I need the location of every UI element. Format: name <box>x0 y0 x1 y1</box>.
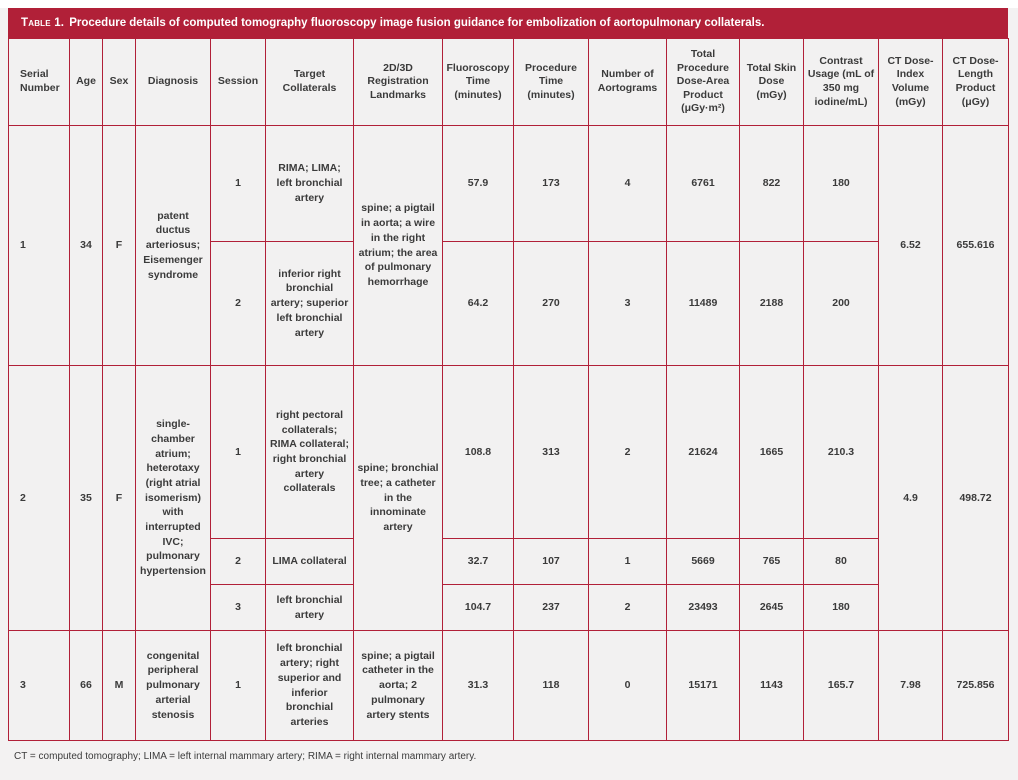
p2-s1-aortograms: 2 <box>589 366 667 539</box>
p1-s2-aortograms: 3 <box>589 242 667 366</box>
p1-s1-aortograms: 4 <box>589 126 667 242</box>
p3-age: 66 <box>70 631 103 741</box>
p1-s2-target: inferior right bronchial artery; superior left bronchial artery <box>266 242 354 366</box>
p2-s2-fluoroscopy-time: 32.7 <box>443 539 514 585</box>
table-row <box>9 631 1009 741</box>
p3-s1-skin-dose: 1143 <box>740 631 804 741</box>
p2-s2-procedure-time: 107 <box>514 539 589 585</box>
p2-s2-dose-area-product: 5669 <box>667 539 740 585</box>
col-total-skin-dose: Total Skin Dose (mGy) <box>740 39 804 126</box>
p1-serial: 1 <box>9 126 70 366</box>
p1-landmarks: spine; a pigtail in aorta; a wire in the right atrium; the area of pulmonary hemorrhage <box>354 126 443 366</box>
table-title: Procedure details of computed tomography fluoroscopy image fusion guidance for embolization of aortopulmonary collaterals. <box>69 17 765 29</box>
p2-s3-contrast: 180 <box>804 585 879 631</box>
p1-s1-skin-dose: 822 <box>740 126 804 242</box>
p2-s1-fluoroscopy-time: 108.8 <box>443 366 514 539</box>
p2-ct-dose-length-product: 498.72 <box>943 366 1009 631</box>
p2-ct-dose-index-volume: 4.9 <box>879 366 943 631</box>
table-title-bar <box>8 8 1008 38</box>
p2-s1-session: 1 <box>211 366 266 539</box>
col-registration-landmarks: 2D/3D Registration Landmarks <box>354 39 443 126</box>
p1-s2-dose-area-product: 11489 <box>667 242 740 366</box>
p2-diagnosis: single-chamber atrium; heterotaxy (right atrial isomerism) with interrupted IVC; pulmonary hypertension <box>136 366 211 631</box>
col-ct-dose-index-volume: CT Dose-Index Volume (mGy) <box>879 39 943 126</box>
col-session: Session <box>211 39 266 126</box>
table-footnote: CT = computed tomography; LIMA = left internal mammary artery; RIMA = right internal mammary artery. <box>14 751 477 762</box>
p3-s1-target: left bronchial artery; right superior and inferior bronchial arteries <box>266 631 354 741</box>
p2-s2-target: LIMA collateral <box>266 539 354 585</box>
p3-s1-aortograms: 0 <box>589 631 667 741</box>
p3-landmarks: spine; a pigtail catheter in the aorta; 2 pulmonary artery stents <box>354 631 443 741</box>
p3-sex: M <box>103 631 136 741</box>
col-target-collaterals: Target Collaterals <box>266 39 354 126</box>
p3-s1-procedure-time: 118 <box>514 631 589 741</box>
p2-s1-dose-area-product: 21624 <box>667 366 740 539</box>
p2-s3-target: left bronchial artery <box>266 585 354 631</box>
p2-s3-aortograms: 2 <box>589 585 667 631</box>
procedure-details-table <box>8 8 1008 762</box>
p2-landmarks: spine; bronchial tree; a catheter in the innominate artery <box>354 366 443 631</box>
p2-s3-dose-area-product: 23493 <box>667 585 740 631</box>
col-serial-number: Serial Number <box>9 39 70 126</box>
table-row <box>9 126 1009 242</box>
p2-s2-aortograms: 1 <box>589 539 667 585</box>
col-dose-area-product: Total Procedure Dose-Area Product (μGy·m²) <box>667 39 740 126</box>
table-row <box>9 366 1009 539</box>
p2-s2-skin-dose: 765 <box>740 539 804 585</box>
p1-ct-dose-index-volume: 6.52 <box>879 126 943 366</box>
p1-s2-session: 2 <box>211 242 266 366</box>
p3-serial: 3 <box>9 631 70 741</box>
p1-s1-dose-area-product: 6761 <box>667 126 740 242</box>
data-table <box>8 38 1009 741</box>
p2-s1-target: right pectoral collaterals; RIMA collateral; right bronchial artery collaterals <box>266 366 354 539</box>
p2-s3-procedure-time: 237 <box>514 585 589 631</box>
p2-s1-contrast: 210.3 <box>804 366 879 539</box>
col-fluoroscopy-time: Fluoroscopy Time (minutes) <box>443 39 514 126</box>
p2-s1-skin-dose: 1665 <box>740 366 804 539</box>
p3-s1-session: 1 <box>211 631 266 741</box>
p1-sex: F <box>103 126 136 366</box>
p1-s1-contrast: 180 <box>804 126 879 242</box>
p1-s2-fluoroscopy-time: 64.2 <box>443 242 514 366</box>
p3-ct-dose-length-product: 725.856 <box>943 631 1009 741</box>
col-age: Age <box>70 39 103 126</box>
col-diagnosis: Diagnosis <box>136 39 211 126</box>
col-number-of-aortograms: Number of Aortograms <box>589 39 667 126</box>
p2-s2-contrast: 80 <box>804 539 879 585</box>
p2-serial: 2 <box>9 366 70 631</box>
p2-sex: F <box>103 366 136 631</box>
table-number-label: Table 1. <box>21 17 65 29</box>
p1-s1-session: 1 <box>211 126 266 242</box>
p3-ct-dose-index-volume: 7.98 <box>879 631 943 741</box>
p1-age: 34 <box>70 126 103 366</box>
p3-s1-dose-area-product: 15171 <box>667 631 740 741</box>
p2-s3-fluoroscopy-time: 104.7 <box>443 585 514 631</box>
p1-s2-contrast: 200 <box>804 242 879 366</box>
p3-s1-fluoroscopy-time: 31.3 <box>443 631 514 741</box>
p1-s1-procedure-time: 173 <box>514 126 589 242</box>
p2-s3-session: 3 <box>211 585 266 631</box>
p1-s2-procedure-time: 270 <box>514 242 589 366</box>
p2-s1-procedure-time: 313 <box>514 366 589 539</box>
col-procedure-time: Procedure Time (minutes) <box>514 39 589 126</box>
p2-s3-skin-dose: 2645 <box>740 585 804 631</box>
col-contrast-usage: Contrast Usage (mL of 350 mg iodine/mL) <box>804 39 879 126</box>
p1-s2-skin-dose: 2188 <box>740 242 804 366</box>
p1-s1-fluoroscopy-time: 57.9 <box>443 126 514 242</box>
p1-ct-dose-length-product: 655.616 <box>943 126 1009 366</box>
p3-s1-contrast: 165.7 <box>804 631 879 741</box>
p1-s1-target: RIMA; LIMA; left bronchial artery <box>266 126 354 242</box>
col-sex: Sex <box>103 39 136 126</box>
col-ct-dose-length-product: CT Dose-Length Product (μGy) <box>943 39 1009 126</box>
p3-diagnosis: congenital peripheral pulmonary arterial stenosis <box>136 631 211 741</box>
p2-age: 35 <box>70 366 103 631</box>
p1-diagnosis: patent ductus arteriosus; Eisemenger syndrome <box>136 126 211 366</box>
p2-s2-session: 2 <box>211 539 266 585</box>
